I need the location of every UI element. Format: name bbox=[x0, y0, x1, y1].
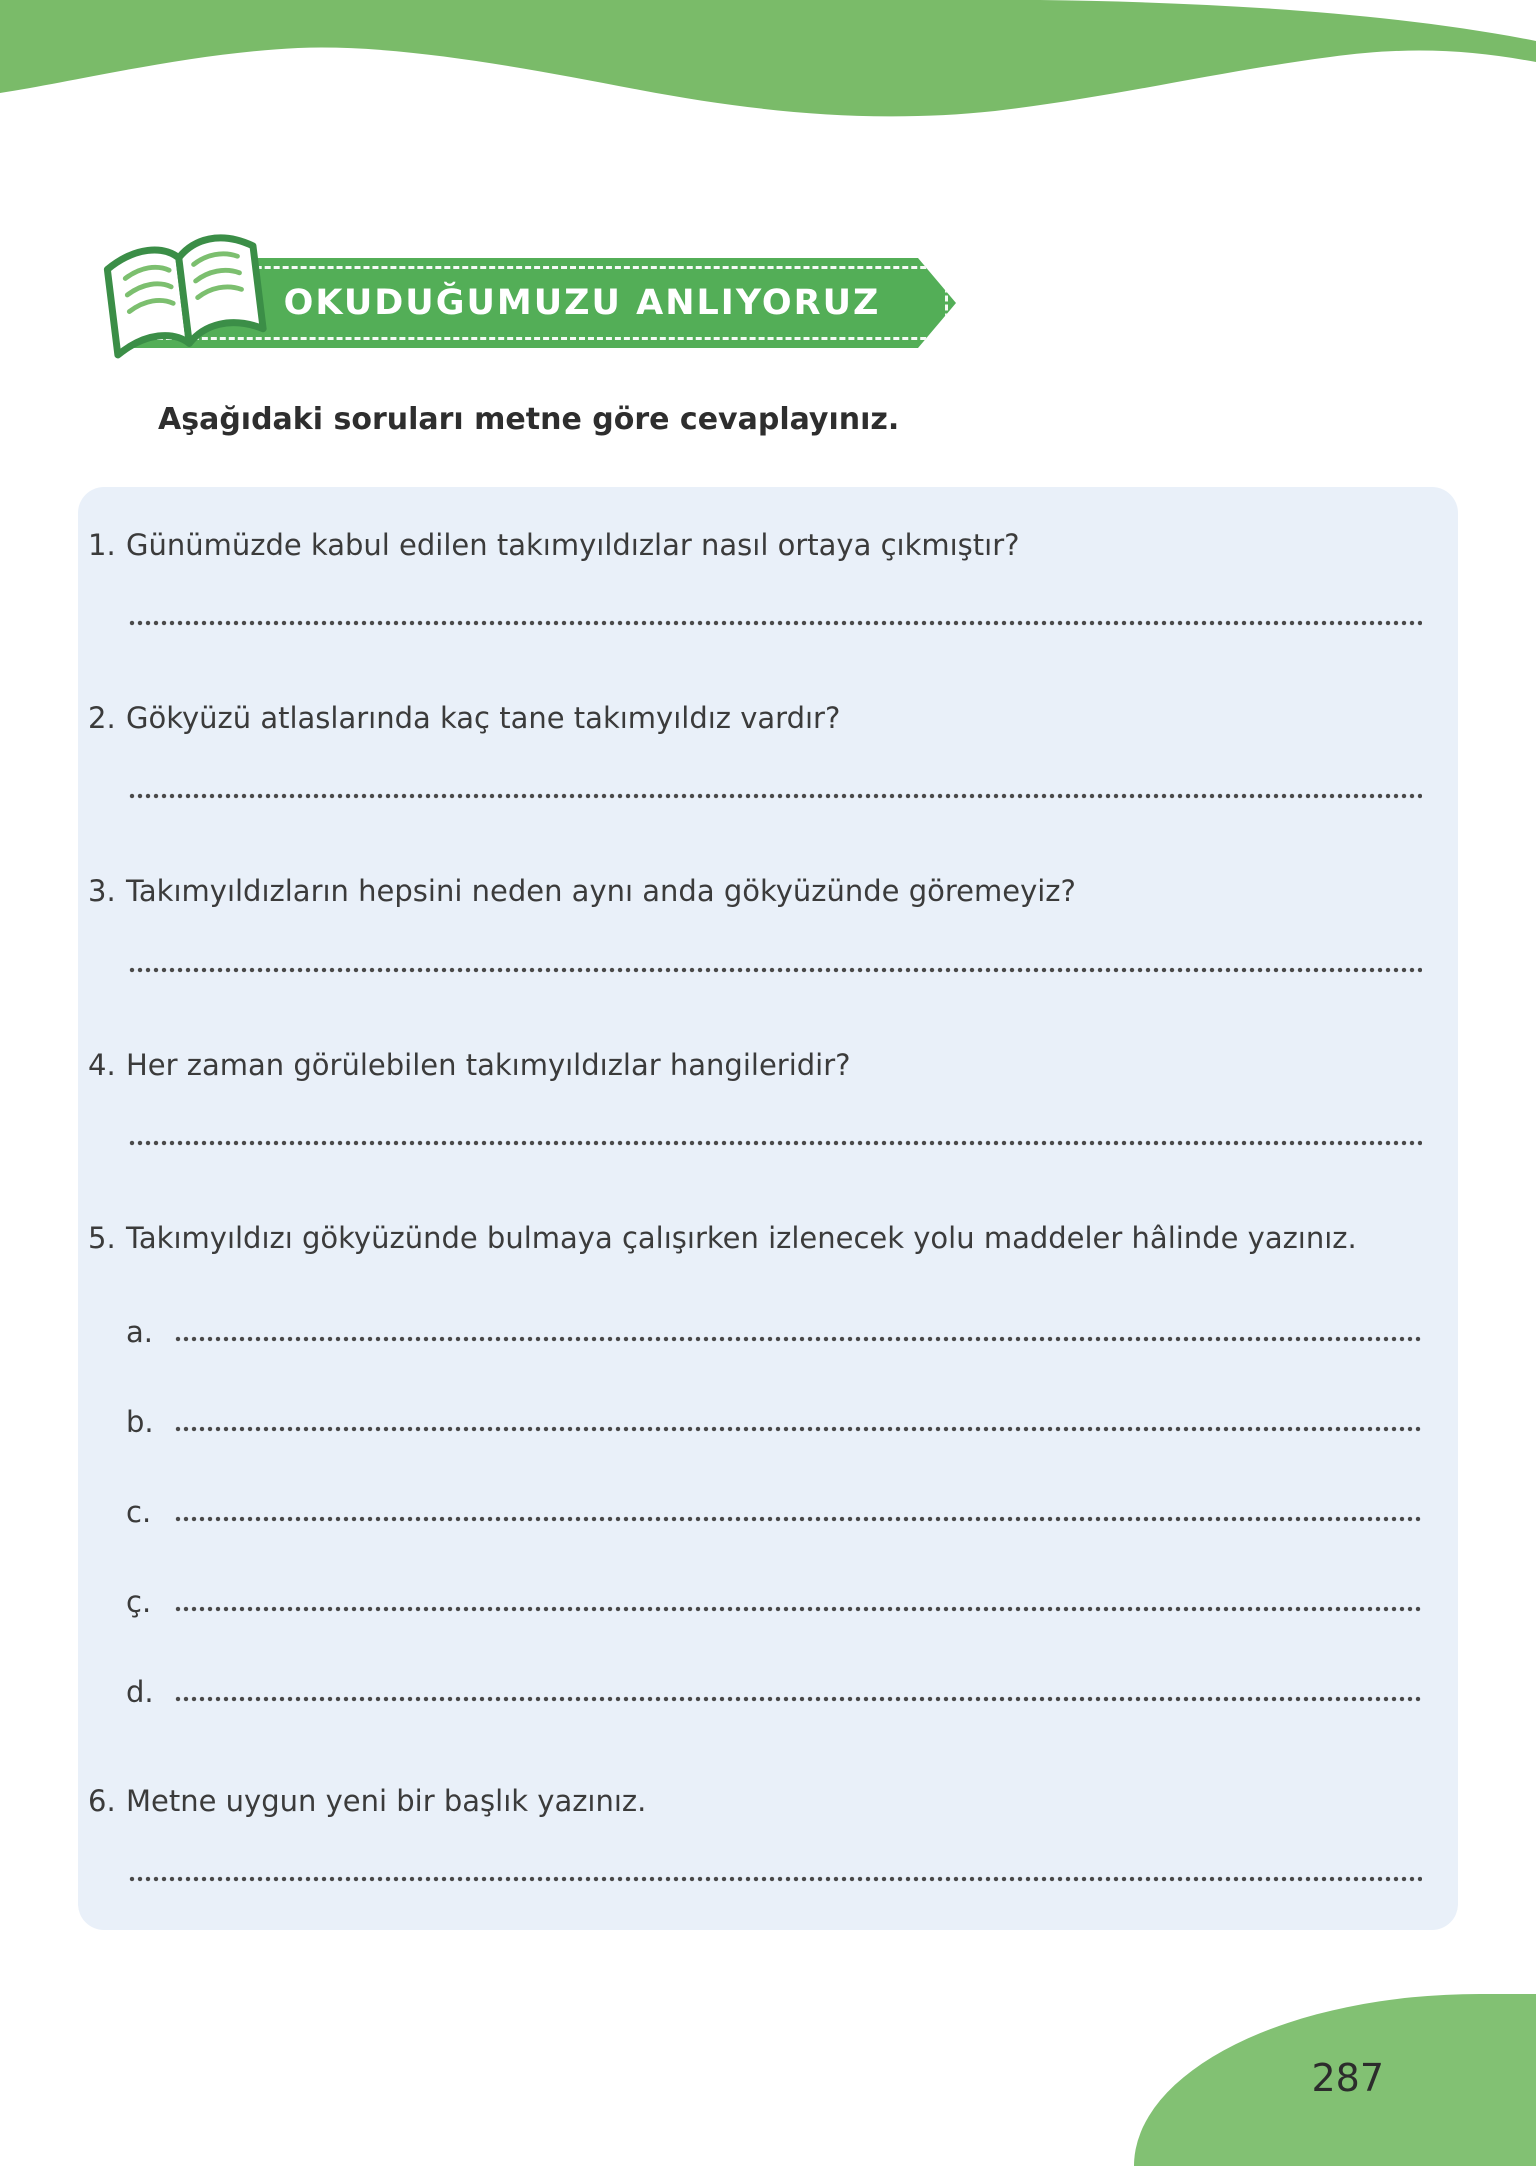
subitem-label: d. bbox=[126, 1674, 154, 1709]
questions-panel bbox=[78, 487, 1458, 1930]
dotted-answer-line bbox=[128, 793, 1422, 799]
dotted-answer-line bbox=[174, 1606, 1422, 1612]
questions-list bbox=[88, 525, 1422, 1882]
question-text: Takımyıldızı gökyüzünde bulmaya çalışırken izlenecek yolu maddeler hâlinde yazınız. bbox=[126, 1220, 1357, 1255]
question-text: Gökyüzü atlaslarında kaç tane takımyıldız vardır? bbox=[126, 701, 841, 736]
dotted-answer-line bbox=[174, 1516, 1422, 1522]
instruction-text: Aşağıdaki soruları metne göre cevaplayınız. bbox=[158, 402, 900, 437]
question-row bbox=[88, 871, 1422, 912]
answer-subitem bbox=[126, 1315, 1422, 1349]
answer-subitem bbox=[126, 1675, 1422, 1709]
dotted-answer-line bbox=[174, 1696, 1422, 1702]
subitem-label: b. bbox=[126, 1404, 154, 1439]
dotted-answer-line bbox=[174, 1336, 1422, 1342]
question-row bbox=[88, 525, 1422, 566]
page-number: 287 bbox=[1311, 2056, 1384, 2100]
answer-subitem bbox=[126, 1585, 1422, 1619]
question-row bbox=[88, 1045, 1422, 1086]
question-number: 4. bbox=[88, 1047, 116, 1082]
dotted-answer-line bbox=[128, 967, 1422, 973]
question-number: 3. bbox=[88, 874, 116, 909]
question-row bbox=[88, 698, 1422, 739]
dotted-answer-line bbox=[128, 620, 1422, 626]
answer-subitem bbox=[126, 1405, 1422, 1439]
section-badge bbox=[118, 258, 956, 348]
question-row bbox=[88, 1781, 1422, 1822]
question-text: Metne uygun yeni bir başlık yazınız. bbox=[126, 1783, 647, 1818]
question-block bbox=[88, 871, 1422, 972]
question-number: 1. bbox=[88, 528, 116, 562]
question-text: Her zaman görülebilen takımyıldızlar hangileridir? bbox=[126, 1047, 851, 1082]
question-block bbox=[88, 1781, 1422, 1882]
answer-subitem bbox=[126, 1495, 1422, 1529]
dotted-answer-line bbox=[128, 1140, 1422, 1146]
question-number: 6. bbox=[88, 1783, 116, 1818]
dotted-answer-line bbox=[128, 1876, 1422, 1882]
open-book-icon bbox=[86, 213, 284, 380]
question-number: 5. bbox=[88, 1220, 116, 1255]
question-text: Takımyıldızların hepsini neden aynı anda gökyüzünde göremeyiz? bbox=[126, 874, 1076, 909]
dotted-answer-line bbox=[174, 1426, 1422, 1432]
question-text: Günümüzde kabul edilen takımyıldızlar nasıl ortaya çıkmıştır? bbox=[126, 528, 1020, 562]
question-block bbox=[88, 698, 1422, 799]
top-wave-decoration bbox=[0, 0, 1536, 132]
subitem-label: a. bbox=[126, 1314, 153, 1349]
question-block bbox=[88, 1045, 1422, 1146]
subitem-label: c. bbox=[126, 1494, 152, 1529]
question-row bbox=[88, 1218, 1422, 1259]
question-block bbox=[88, 525, 1422, 626]
question-number: 2. bbox=[88, 701, 116, 736]
subitem-label: ç. bbox=[126, 1584, 152, 1619]
section-title: OKUDUĞUMUZU ANLIYORUZ bbox=[283, 283, 881, 323]
question-block bbox=[88, 1218, 1422, 1709]
